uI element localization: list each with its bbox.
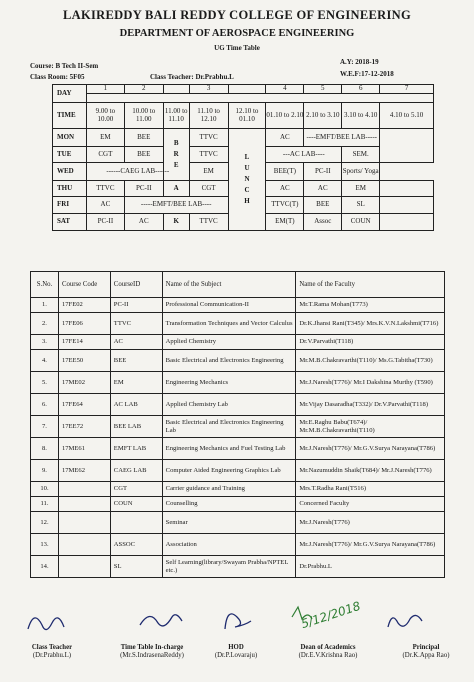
cell-faculty: Mr.T.Rama Mohan(T773)	[296, 298, 445, 313]
lunch-period-blank	[228, 85, 266, 94]
day-sat: SAT	[53, 214, 87, 231]
cell-id	[110, 512, 162, 534]
slot: CGT	[86, 147, 124, 163]
cell-code	[58, 482, 110, 497]
period-7: 7	[380, 85, 434, 94]
cell-faculty: Dr.Prabhu.L	[296, 556, 445, 578]
time-slot: 4.10 to 5.10	[380, 103, 434, 129]
cell-id: PC-II	[110, 298, 162, 313]
cell-sno: 5.	[31, 372, 59, 394]
time-slot: 11.10 to 12.10	[189, 103, 228, 129]
slot: TTVC	[86, 181, 124, 197]
cell-sno: 10.	[31, 482, 59, 497]
cell-faculty: Mr.J.Naresh(T776)/ Mr.G.V.Surya Narayana(T786)	[296, 438, 445, 460]
cell-sno: 1.	[31, 298, 59, 313]
cell-code: 17ME62	[58, 460, 110, 482]
cell-faculty: Mr.Nazumuddin Shaik(T684)/ Mr.J.Naresh(T776)	[296, 460, 445, 482]
table-row	[31, 335, 445, 350]
time-slot: 9.00 to 10.00	[86, 103, 124, 129]
cell-code: 17ME61	[58, 438, 110, 460]
cell-sno: 11.	[31, 497, 59, 512]
day-thu: THU	[53, 181, 87, 197]
period-3: 3	[189, 85, 228, 94]
handwritten-date: 5/12/2018	[299, 598, 363, 632]
cell-id: AC	[110, 335, 162, 350]
cell-name: Transformation Techniques and Vector Calculus	[162, 313, 296, 335]
cell-id: CGT	[110, 482, 162, 497]
cell-id: CAEG LAB	[110, 460, 162, 482]
cell-id: SL	[110, 556, 162, 578]
cell-id: EM	[110, 372, 162, 394]
cell-sno: 9.	[31, 460, 59, 482]
slot: ------CAEG LAB------	[86, 163, 189, 181]
cell-faculty: Dr.V.Parvathi(T118)	[296, 335, 445, 350]
document-title: UG Time Table	[214, 44, 260, 52]
slot: BEE	[304, 197, 342, 214]
slot: EM	[86, 129, 124, 147]
time-slot: 10.00 to 11.00	[124, 103, 163, 129]
slot: AC	[86, 197, 124, 214]
slot: TTVC	[189, 214, 228, 231]
cell-code: 17ME02	[58, 372, 110, 394]
cell-faculty: Mr.Vijay Dasaradha(T332)/ Dr.V.Parvathi(T118)	[296, 394, 445, 416]
day-wed: WED	[53, 163, 87, 181]
signature-class-teacher: Class Teacher (Dr.Prabhu.L)	[31, 644, 73, 660]
slot: AC	[124, 214, 163, 231]
college-name: LAKIREDDY BALI REDDY COLLEGE OF ENGINEERING	[62, 8, 412, 22]
time-header: TIME	[53, 103, 87, 129]
cell-name: Basic Electrical and Electronics Engineering Lab	[162, 416, 296, 438]
cell-name: Counselling	[162, 497, 296, 512]
slot: BEE	[124, 147, 163, 163]
cell-name: Seminar	[162, 512, 296, 534]
header-subject-name: Name of the Subject	[162, 272, 296, 298]
period-4: 4	[266, 85, 304, 94]
header-course-id: CourseID	[110, 272, 162, 298]
table-row	[31, 350, 445, 372]
time-slot: 12.10 to 01.10	[228, 103, 266, 129]
header-faculty-name: Name of the Faculty	[296, 272, 445, 298]
slot: ----EMFT/BEE LAB-----	[304, 129, 380, 147]
course-label: Course: B Tech II-Sem	[30, 62, 99, 70]
cell-id: COUN	[110, 497, 162, 512]
time-slot: 3.10 to 4.10	[342, 103, 380, 129]
timetable-grid	[52, 84, 434, 231]
slot: AC	[266, 181, 304, 197]
slot: TTVC	[189, 129, 228, 147]
table-row	[31, 372, 445, 394]
cell-sno: 2.	[31, 313, 59, 335]
signature-dean: Dean of Academics (Dr.E.V.Krishna Rao)	[298, 644, 358, 660]
cell-name: Applied Chemistry	[162, 335, 296, 350]
cell-code: 17EE50	[58, 350, 110, 372]
header-code: Course Code	[58, 272, 110, 298]
cell-sno: 8.	[31, 438, 59, 460]
table-row	[31, 482, 445, 497]
slot: TTVC	[189, 147, 228, 163]
slot: SEM.	[342, 147, 380, 163]
subject-faculty-table	[30, 271, 445, 578]
cell-name: Computer Aided Engineering Graphics Lab	[162, 460, 296, 482]
table-row	[31, 438, 445, 460]
cell-name: Professional Communication-II	[162, 298, 296, 313]
time-slot: 01.10 to 2.10	[266, 103, 304, 129]
slot: AC	[266, 129, 304, 147]
cell-name: Basic Electrical and Electronics Engineering	[162, 350, 296, 372]
slot: -----EMFT/BEE LAB----	[124, 197, 228, 214]
table-row	[31, 298, 445, 313]
cell-code: 17FE64	[58, 394, 110, 416]
slot: PC-II	[86, 214, 124, 231]
cell-id: AC LAB	[110, 394, 162, 416]
table-row	[31, 556, 445, 578]
cell-sno: 7.	[31, 416, 59, 438]
cell-sno: 3.	[31, 335, 59, 350]
cell-code: 17FE02	[58, 298, 110, 313]
lunch-column: L U N C H	[228, 129, 266, 231]
cell-name: Carrier guidance and Training	[162, 482, 296, 497]
slot: EM(T)	[266, 214, 304, 231]
cell-id: EMFT LAB	[110, 438, 162, 460]
day-fri: FRI	[53, 197, 87, 214]
cell-faculty: Mr.J.Naresh(T776)	[296, 512, 445, 534]
table-row	[31, 497, 445, 512]
table-row	[31, 394, 445, 416]
class-teacher: Class Teacher: Dr.Prabhu.L	[150, 73, 234, 81]
signature-timetable-incharge: Time Table In-charge (Mr.S.IndrasenaReddy)	[120, 644, 184, 660]
day-header: DAY	[53, 85, 87, 103]
signature-principal: Principal (Dr.K.Appa Rao)	[402, 644, 450, 660]
cell-sno: 6.	[31, 394, 59, 416]
time-slot: 2.10 to 3.10	[304, 103, 342, 129]
period-1: 1	[86, 85, 124, 94]
cell-faculty: Mr.E.Raghu Babu(T674)/ Mr.M.B.Chakravarthi(T110)	[296, 416, 445, 438]
slot: AC	[304, 181, 342, 197]
slot: EM	[189, 163, 228, 181]
day-mon: MON	[53, 129, 87, 147]
slot: PC-II	[304, 163, 342, 181]
cell-name: Engineering Mechanics	[162, 372, 296, 394]
cell-code	[58, 556, 110, 578]
department-name: DEPARTMENT OF AEROSPACE ENGINEERING	[119, 28, 355, 39]
cell-code: 17FE06	[58, 313, 110, 335]
header-sno: S.No.	[31, 272, 59, 298]
academic-year: A.Y: 2018-19	[340, 58, 379, 66]
cell-sno: 12.	[31, 512, 59, 534]
break-letter-a: A	[163, 181, 189, 197]
cell-sno: 14.	[31, 556, 59, 578]
slot: BEE(T)	[266, 163, 304, 181]
period-6: 6	[342, 85, 380, 94]
cell-sno: 13.	[31, 534, 59, 556]
cell-id: BEE	[110, 350, 162, 372]
slot: EM	[342, 181, 380, 197]
cell-sno: 4.	[31, 350, 59, 372]
cell-code	[58, 497, 110, 512]
cell-faculty: Mrs.T.Radha Rani(T516)	[296, 482, 445, 497]
wef-date: W.E.F:17-12-2018	[340, 70, 394, 78]
slot: Sports/ Yoga	[342, 163, 380, 181]
break-column: B R E	[163, 129, 189, 181]
time-slot: 11.00 to 11.10	[163, 103, 189, 129]
table-row	[31, 460, 445, 482]
cell-id: TTVC	[110, 313, 162, 335]
day-tue: TUE	[53, 147, 87, 163]
cell-code: 17EE72	[58, 416, 110, 438]
cell-faculty: Dr.K.Jhansi Rani(T345)/ Mrs.K.V.N.Lakshmi(T716)	[296, 313, 445, 335]
cell-faculty: Mr.J.Naresh(T776)/ Mr.I Dakshina Murthy (T590)	[296, 372, 445, 394]
slot: ---AC LAB----	[266, 147, 342, 163]
table-row	[31, 416, 445, 438]
slot: TTVC(T)	[266, 197, 304, 214]
cell-faculty: Mr.M.B.Chakravarthi(T110)/ Ms.G.Tabitha(T730)	[296, 350, 445, 372]
signature-scribbles	[0, 595, 474, 645]
slot: CGT	[189, 181, 228, 197]
slot: Assoc	[304, 214, 342, 231]
cell-faculty: Mr.J.Naresh(T776)/ Mr.G.V.Surya Narayana(T786)	[296, 534, 445, 556]
break-letter-k: K	[163, 214, 189, 231]
subject-rows	[31, 298, 445, 578]
cell-id: BEE LAB	[110, 416, 162, 438]
slot: BEE	[124, 129, 163, 147]
table-row	[31, 512, 445, 534]
cell-name: Engineering Mechanics and Fuel Testing Lab	[162, 438, 296, 460]
slot: COUN	[342, 214, 380, 231]
table-row	[31, 313, 445, 335]
cell-name: Applied Chemistry Lab	[162, 394, 296, 416]
cell-code	[58, 512, 110, 534]
cell-name: Association	[162, 534, 296, 556]
cell-id: ASSOC	[110, 534, 162, 556]
period-2: 2	[124, 85, 163, 94]
class-room: Class Room: 5F05	[30, 73, 85, 81]
cell-faculty: Concerned Faculty	[296, 497, 445, 512]
cell-name: Self Learning(library/Swayam Prabha/NPTEL etc.)	[162, 556, 296, 578]
period-5: 5	[304, 85, 342, 94]
break-period-blank	[163, 85, 189, 94]
cell-code	[58, 534, 110, 556]
cell-code: 17FE14	[58, 335, 110, 350]
slot: PC-II	[124, 181, 163, 197]
table-row	[31, 534, 445, 556]
slot: SL	[342, 197, 380, 214]
signature-hod: HOD (Dr.P.Lovaraju)	[214, 644, 258, 660]
